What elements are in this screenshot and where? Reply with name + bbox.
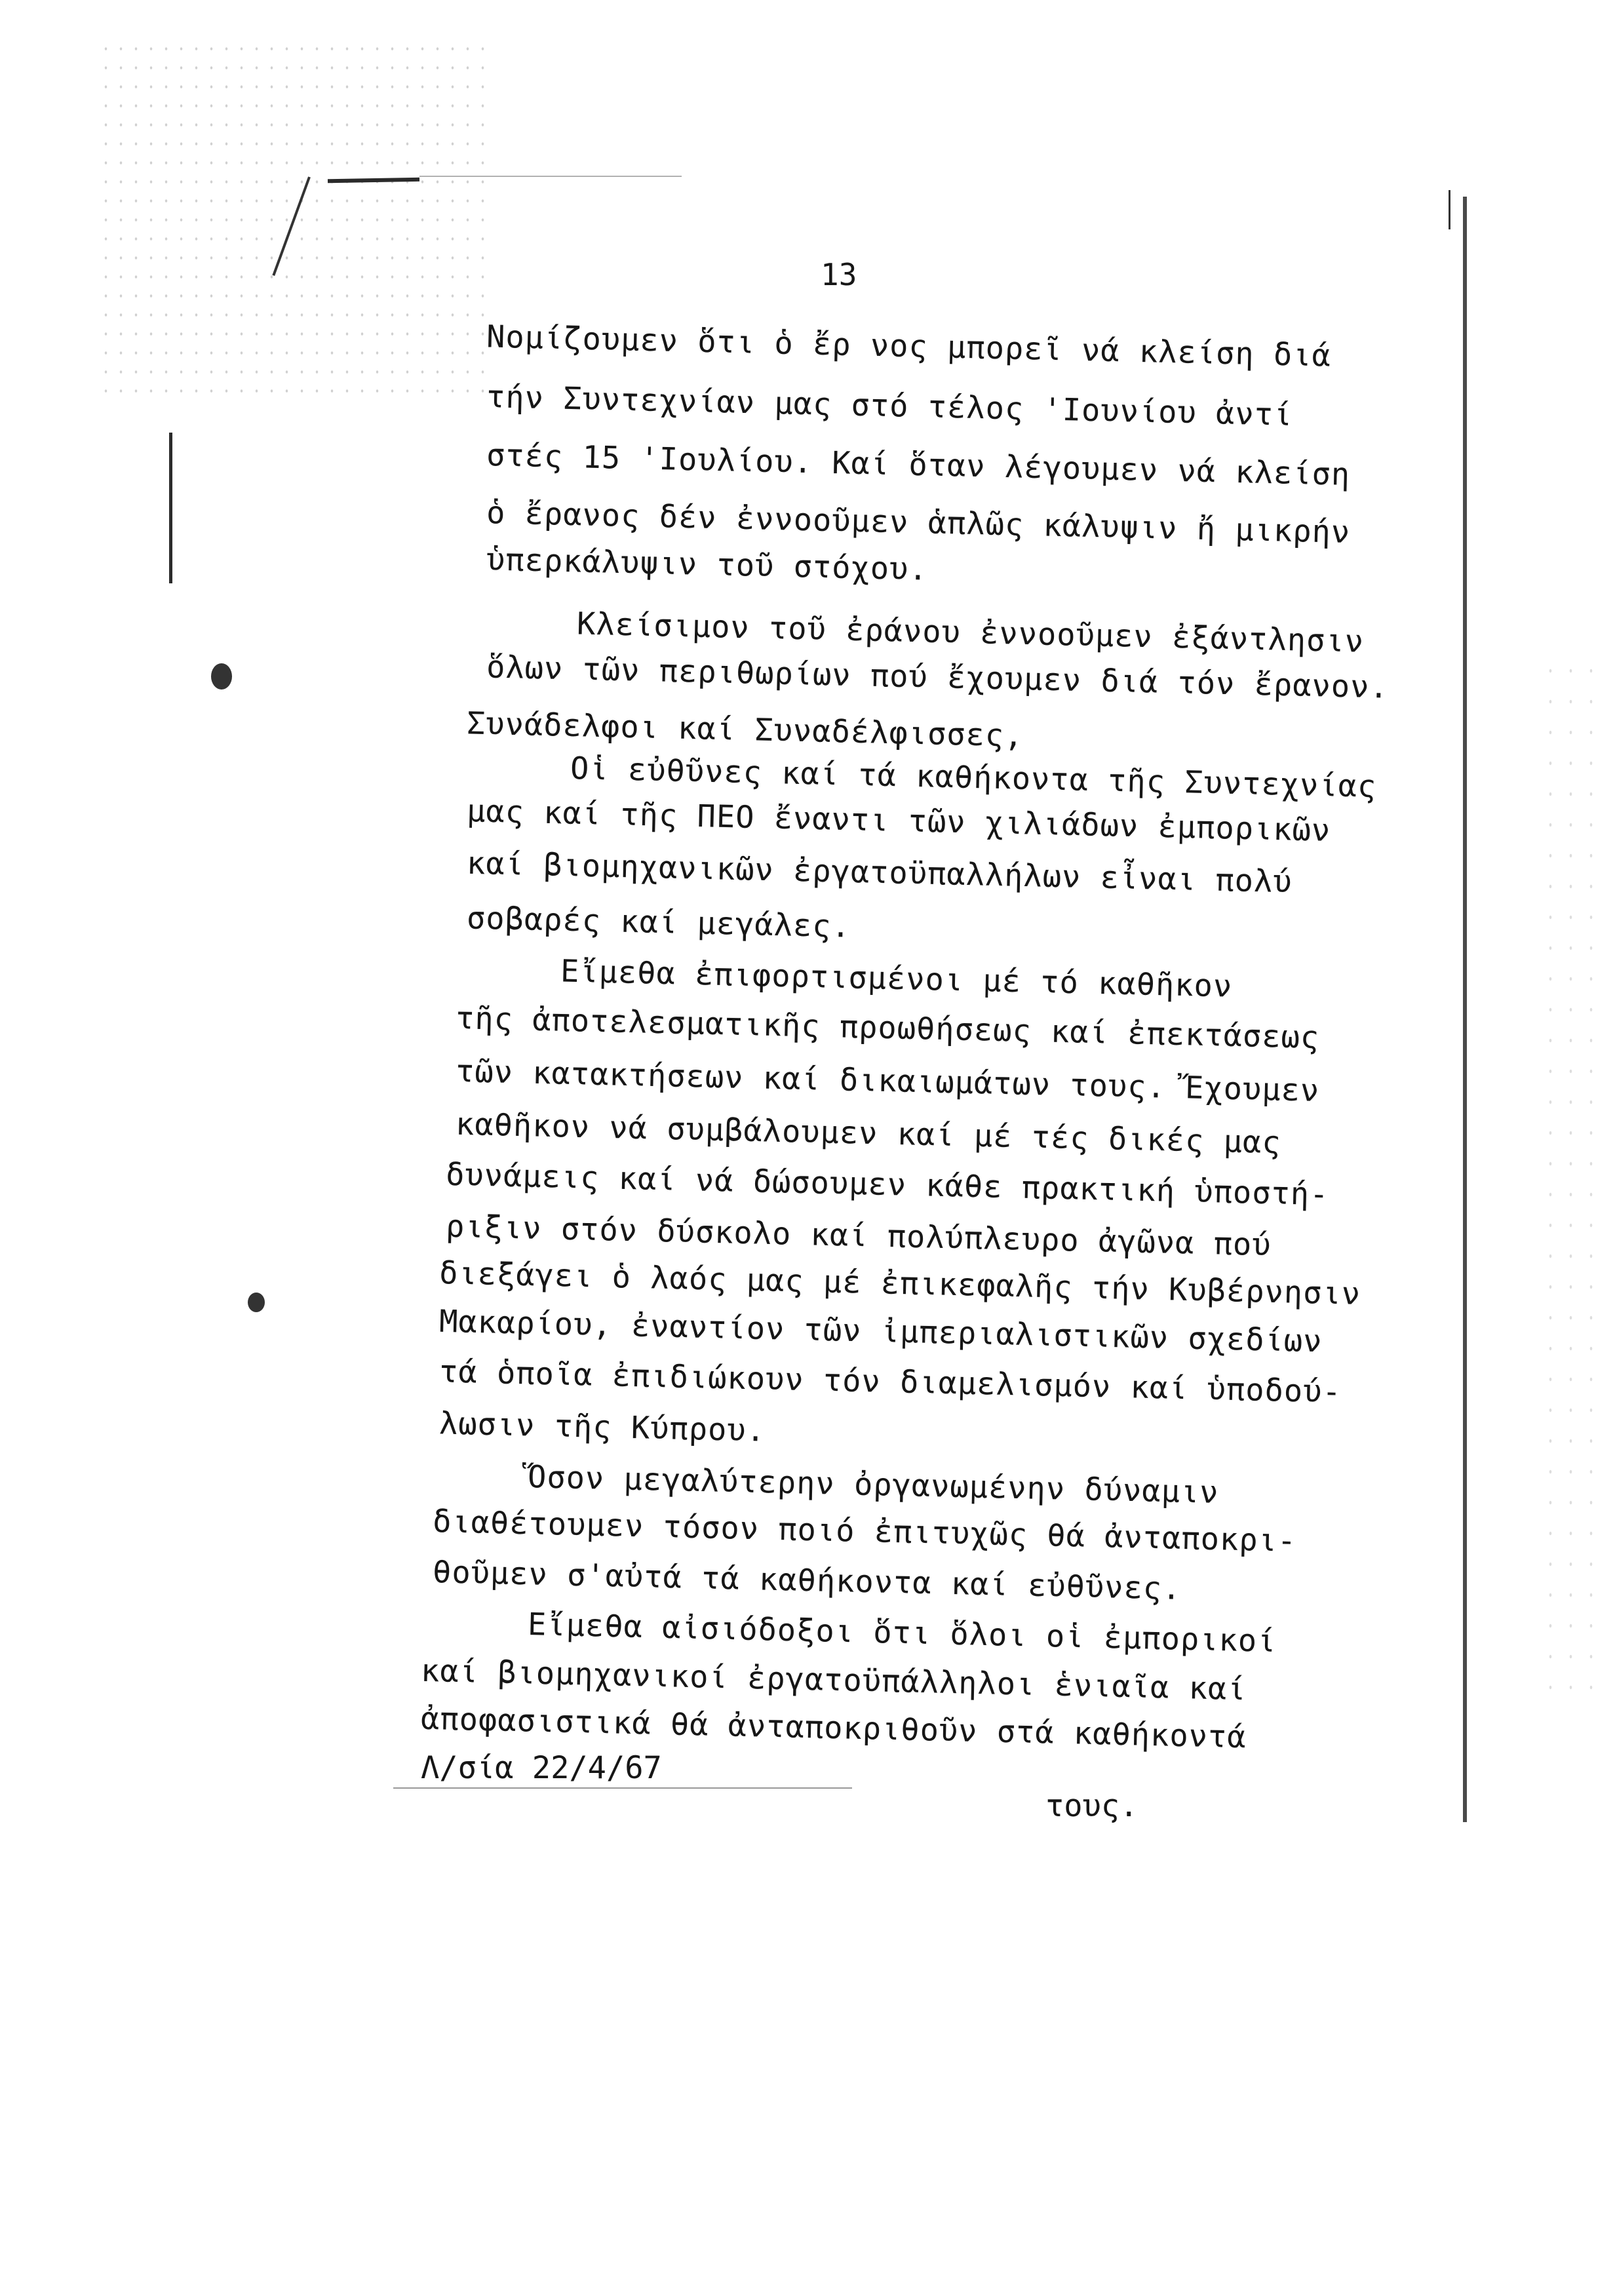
scan-noise-right [1540, 655, 1606, 1704]
text-line: θοῦμεν σ'αὐτά τά καθήκοντα καί εὐθῦνες. [432, 1554, 1182, 1607]
text-line: ριξιν στόν δύσκολο καί πολύπλευρο ἀγῶνα πού [445, 1208, 1272, 1264]
text-line: καί βιομηχανικοί ἐργατοϋπάλληλοι ἑνιαῖα καί [420, 1652, 1247, 1708]
text-line: μας καί τῆς ΠΕΟ ἔναντι τῶν χιλιάδων ἐμπορικῶν [466, 793, 1331, 849]
text-line: Νομίζουμεν ὅτι ὁ ἔρ νος μπορεῖ νά κλείση διά [486, 319, 1332, 374]
text-line: Μακαρίου, ἐναντίον τῶν ἰμπεριαλιστικῶν σχεδίων [438, 1303, 1323, 1360]
text-line: καθῆκον νά συμβάλουμεν καί μέ τές δικές μας [455, 1106, 1282, 1161]
text-line: τῆς ἀποτελεσματικῆς προωθήσεως καί ἐπεκτάσεως [455, 1000, 1320, 1056]
text-line: ὅλων τῶν περιθωρίων πού ἔχουμεν διά τόν ἔρανον. [486, 649, 1390, 706]
text-line: ὑπερκάλυψιν τοῦ στόχου. [486, 541, 929, 588]
text-line: Εἴμεθα αἰσιόδοξοι ὅτι ὅλοι οἱ ἐμπορικοί [527, 1606, 1277, 1660]
text-line: τά ὁποῖα ἐπιδιώκουν τόν διαμελισμόν καί ὑποδού- [438, 1353, 1342, 1411]
closing-word: τους. [1045, 1788, 1138, 1824]
text-line: Ὅσον μεγαλύτερην ὀργανωμένην δύναμιν [527, 1459, 1220, 1511]
text-line: τῶν κατακτήσεων καί δικαιωμάτων τους. Ἔχουμεν [455, 1053, 1320, 1109]
text-line: ὁ ἔρανος δέν ἐννοοῦμεν ἁπλῶς κάλυψιν ἤ μικρήν [486, 495, 1351, 551]
text-line: Εἴμεθα ἐπιφορτισμένοι μέ τό καθῆκον [560, 953, 1233, 1005]
text-line: Κλείσιμον τοῦ ἐράνου ἐννοοῦμεν ἐξάντλησιν [576, 606, 1365, 660]
text-line: δυνάμεις καί νά δώσουμεν κάθε πρακτική ὑποστή- [445, 1156, 1330, 1213]
text-line: στές 15 'Ιουλίου. Καί ὅταν λέγουμεν νά κλείση [486, 437, 1351, 493]
punch-hole-mark [211, 663, 232, 690]
page-edge-top-line [419, 176, 682, 177]
text-line: διεξάγει ὁ λαός μας μέ ἐπικεφαλῆς τήν Κυβέρνησιν [438, 1255, 1361, 1312]
text-line: τήν Συντεχνίαν μας στό τέλος 'Ιουνίου ἀντί [486, 379, 1293, 433]
salutation: Συνάδελφοι καί Συναδέλφισσες, [466, 705, 1024, 754]
bottom-dashed-rule [393, 1787, 852, 1789]
scan-noise-top-left [98, 39, 492, 406]
text-line: ἀποφασιστικά θά ἀνταποκριθοῦν στά καθήκοντά [420, 1700, 1247, 1756]
page-edge-right-top [1449, 190, 1450, 229]
text-line: Οἱ εὐθῦνες καί τά καθήκοντα τῆς Συντεχνίας [570, 750, 1377, 805]
text-line: καί βιομηχανικῶν ἐργατοϋπαλλήλων εἶναι πολύ [466, 845, 1293, 901]
document-date: Λ/σία 22/4/67 [421, 1750, 662, 1786]
page-edge-left [169, 433, 172, 583]
punch-hole-mark [248, 1293, 265, 1312]
text-line: λωσιν τῆς Κύπρου. [438, 1405, 766, 1449]
page-edge-right [1463, 197, 1467, 1822]
page-number: 13 [821, 257, 857, 292]
text-line: σοβαρές καί μεγάλες. [466, 900, 851, 945]
text-line: διαθέτουμεν τόσον ποιό ἐπιτυχῶς θά ἀνταποκρι- [432, 1504, 1297, 1559]
